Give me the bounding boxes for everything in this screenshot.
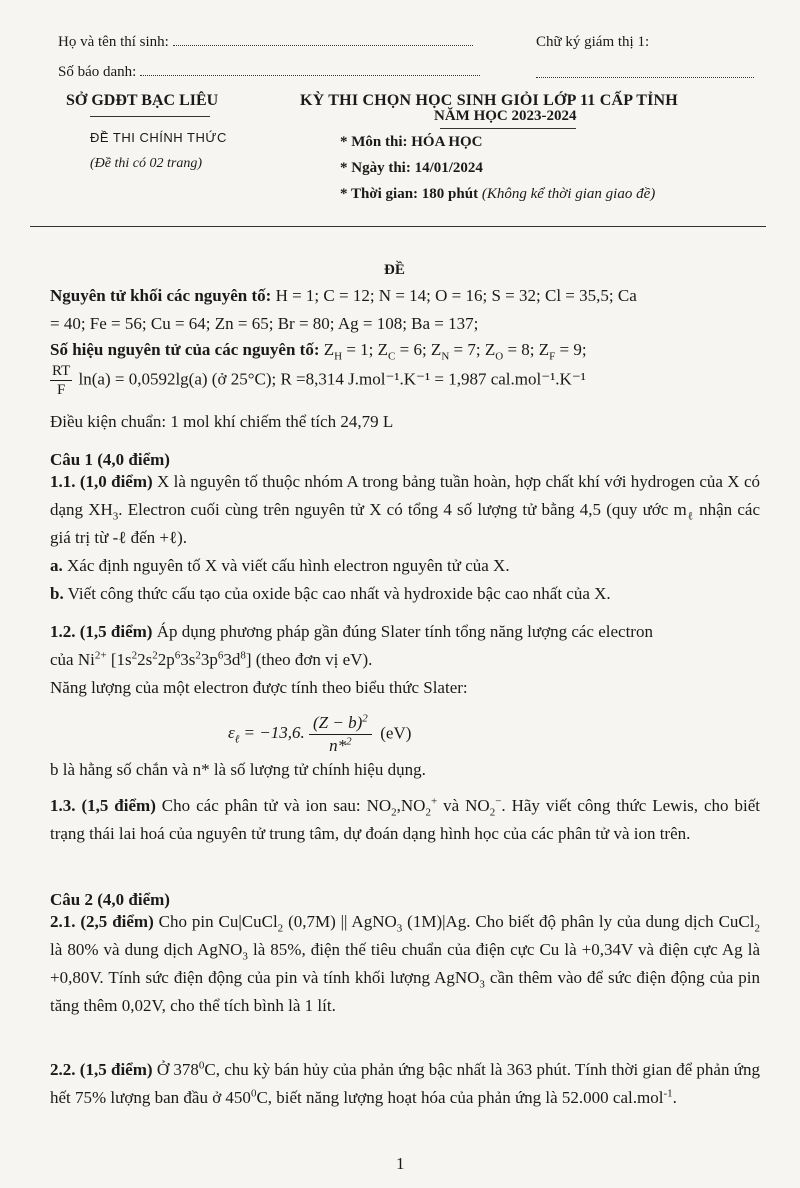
slater-note: b là hằng số chắn và n* là số lượng tử chính hiệu dụng. xyxy=(50,760,426,779)
subject-line xyxy=(340,134,483,151)
nernst-constants xyxy=(50,362,586,399)
atomic-mass-values-2: = 40; Fe = 56; Cu = 64; Zn = 65; Br = 80; Ag = 108; Ba = 137; xyxy=(50,314,479,333)
header-divider xyxy=(30,226,766,227)
atomic-mass-paragraph xyxy=(50,282,760,338)
rt-over-f-fraction: $\frac{RT}{F}$ xyxy=(52,363,71,398)
department-name: SỞ GDĐT BẠC LIÊU xyxy=(66,92,219,109)
school-year-underline xyxy=(440,128,576,129)
examiner-signature-line xyxy=(536,67,754,78)
atomic-number-paragraph: Số hiệu nguyên tử của các nguyên tố: $Z_H = 1$; $Z_C = 6$; $Z_N = 7$; $Z_O = 8$; $Z_F = 9$; xyxy=(50,340,587,363)
question-1-1-a xyxy=(50,552,760,580)
page-number: 1 xyxy=(396,1154,405,1173)
registration-number-field xyxy=(58,64,480,81)
atomic-number-label: Số hiệu nguyên tử của các nguyên tố: xyxy=(50,340,320,359)
q1-b-label: b. xyxy=(50,584,64,603)
exam-date-line xyxy=(340,160,483,177)
subject-value: HÓA HỌC xyxy=(411,134,483,150)
duration-note: (Không kể thời gian giao đề) xyxy=(481,186,656,202)
question-2-2: 2.2. (1,5 điểm) Ở $378^0C$, chu kỳ bán hủy của phản ứng bậc nhất là 363 phút. Tính thời gian để phản ứng hết 75% lượng ban đầu ở $450^0C$, biết năng lượng hoạt hóa của phản ứng là 52.000 cal.mol$^{-1}$. xyxy=(50,1059,760,1107)
exam-title: KỲ THI CHỌN HỌC SINH GIỎI LỚP 11 CẤP TỈNH xyxy=(300,92,678,109)
department-underline xyxy=(90,116,210,117)
candidate-name-line xyxy=(173,35,473,46)
subject-label: * Môn thi: xyxy=(340,134,408,150)
official-exam-label: ĐỀ THI CHÍNH THỨC xyxy=(90,130,227,145)
duration-label: * Thời gian: 180 phút xyxy=(340,186,479,202)
registration-number-line xyxy=(140,65,480,76)
examiner-signature-field xyxy=(536,34,649,51)
question-2-heading: Câu 2 (4,0 điểm) xyxy=(50,890,170,909)
q1-2-energy-text: Năng lượng của một electron được tính theo biểu thức Slater: xyxy=(50,678,468,697)
question-1-1-b xyxy=(50,580,760,608)
q1-a-label: a. xyxy=(50,556,63,575)
candidate-name-label: Họ và tên thí sinh: xyxy=(58,34,169,50)
question-1-2: 1.2. (1,5 điểm) Áp dụng phương pháp gần đúng Slater tính tổng năng lượng các electron của $Ni^{2+}$ $[1s^22s^22p^63s^23p^63d^8]$ (theo đơn vị eV). Năng lượng của một electron được tính theo biểu thức Slater: xyxy=(50,622,653,697)
question-1-heading: Câu 1 (4,0 điểm) xyxy=(50,450,170,469)
q1-a-text: Xác định nguyên tố X và viết cấu hình electron nguyên tử của X. xyxy=(67,556,510,575)
exam-date-label: * Ngày thi: xyxy=(340,160,411,176)
question-1-1: 1.1. (1,0 điểm) X là nguyên tố thuộc nhóm A trong bảng tuần hoàn, hợp chất khí với hydrogen của X có dạng $XH_3$. Electron cuối cùng trên nguyên tử X có tổng 4 số lượng tử bằng 4,5 (quy ước $m_\ell$ nhận các giá trị từ -ℓ đến +ℓ). xyxy=(50,472,760,547)
page-count-note: (Đề thi có 02 trang) xyxy=(90,156,202,171)
nernst-text: ln(a) = 0,0592lg(a) (ở 25°C); R =8,314 J.mol⁻¹.K⁻¹ = 1,987 cal.mol⁻¹.K⁻¹ xyxy=(78,369,586,389)
q1-2-label: 1.2. (1,5 điểm) xyxy=(50,622,153,641)
section-heading: ĐỀ xyxy=(384,262,405,278)
school-year: NĂM HỌC 2023-2024 xyxy=(434,108,577,124)
examiner-signature-line-wrap xyxy=(536,66,754,83)
exam-date-value: 14/01/2024 xyxy=(414,160,483,176)
q1-2-text: Áp dụng phương pháp gần đúng Slater tính tổng năng lượng các electron xyxy=(156,622,653,641)
question-1-3: 1.3. (1,5 điểm) Cho các phân tử và ion sau: $NO_2,NO_2^+$ và $NO_2^-$. Hãy viết công thức Lewis, cho biết trạng thái lai hoá của nguyên tử trung tâm, dự đoán dạng hình học của các phân tử và ion trên. xyxy=(50,795,760,843)
atomic-mass-values-1: H = 1; C = 12; N = 14; O = 16; S = 32; Cl = 35,5; Ca xyxy=(275,286,637,305)
registration-number-label: Số báo danh: xyxy=(58,64,137,80)
slater-fraction: $\frac{(Z - b)^2}{n*^2}$ xyxy=(309,712,372,757)
standard-conditions: Điều kiện chuẩn: 1 mol khí chiếm thể tích 24,79 L xyxy=(50,412,394,431)
atomic-mass-label: Nguyên tử khối các nguyên tố: xyxy=(50,286,272,305)
examiner-signature-label: Chữ ký giám thị 1: xyxy=(536,34,650,50)
q2-1-label: 2.1. (2,5 điểm) xyxy=(50,912,154,931)
q2-2-label: 2.2. (1,5 điểm) xyxy=(50,1060,153,1079)
duration-line xyxy=(340,186,655,203)
q1-3-label: 1.3. (1,5 điểm) xyxy=(50,796,156,815)
slater-formula: $\varepsilon_\ell = -13,6$. $\frac{(Z - b)^2}{n*^2}$ (eV) xyxy=(228,712,412,755)
question-2-1: 2.1. (2,5 điểm) Cho pin Cu|CuCl$_2$ (0,7M) || AgNO$_3$ (1M)|Ag. Cho biết độ phân ly của dung dịch CuCl$_2$ là 80% và dung dịch AgNO$_3$ là 85%, điện thế tiêu chuẩn của điện cực Cu là +0,34V và điện cực Ag là +0,80V. Tính sức điện động của pin và tính khối lượng AgNO$_3$ cần thêm vào để sức điện động của pin tăng thêm 0,02V, cho thể tích bình là 1 lít. xyxy=(50,912,760,1015)
q1-b-text: Viết công thức cấu tạo của oxide bậc cao nhất và hydroxide bậc cao nhất của X. xyxy=(67,584,611,603)
q1-1-label: 1.1. (1,0 điểm) xyxy=(50,472,153,491)
candidate-name-field xyxy=(58,34,473,51)
